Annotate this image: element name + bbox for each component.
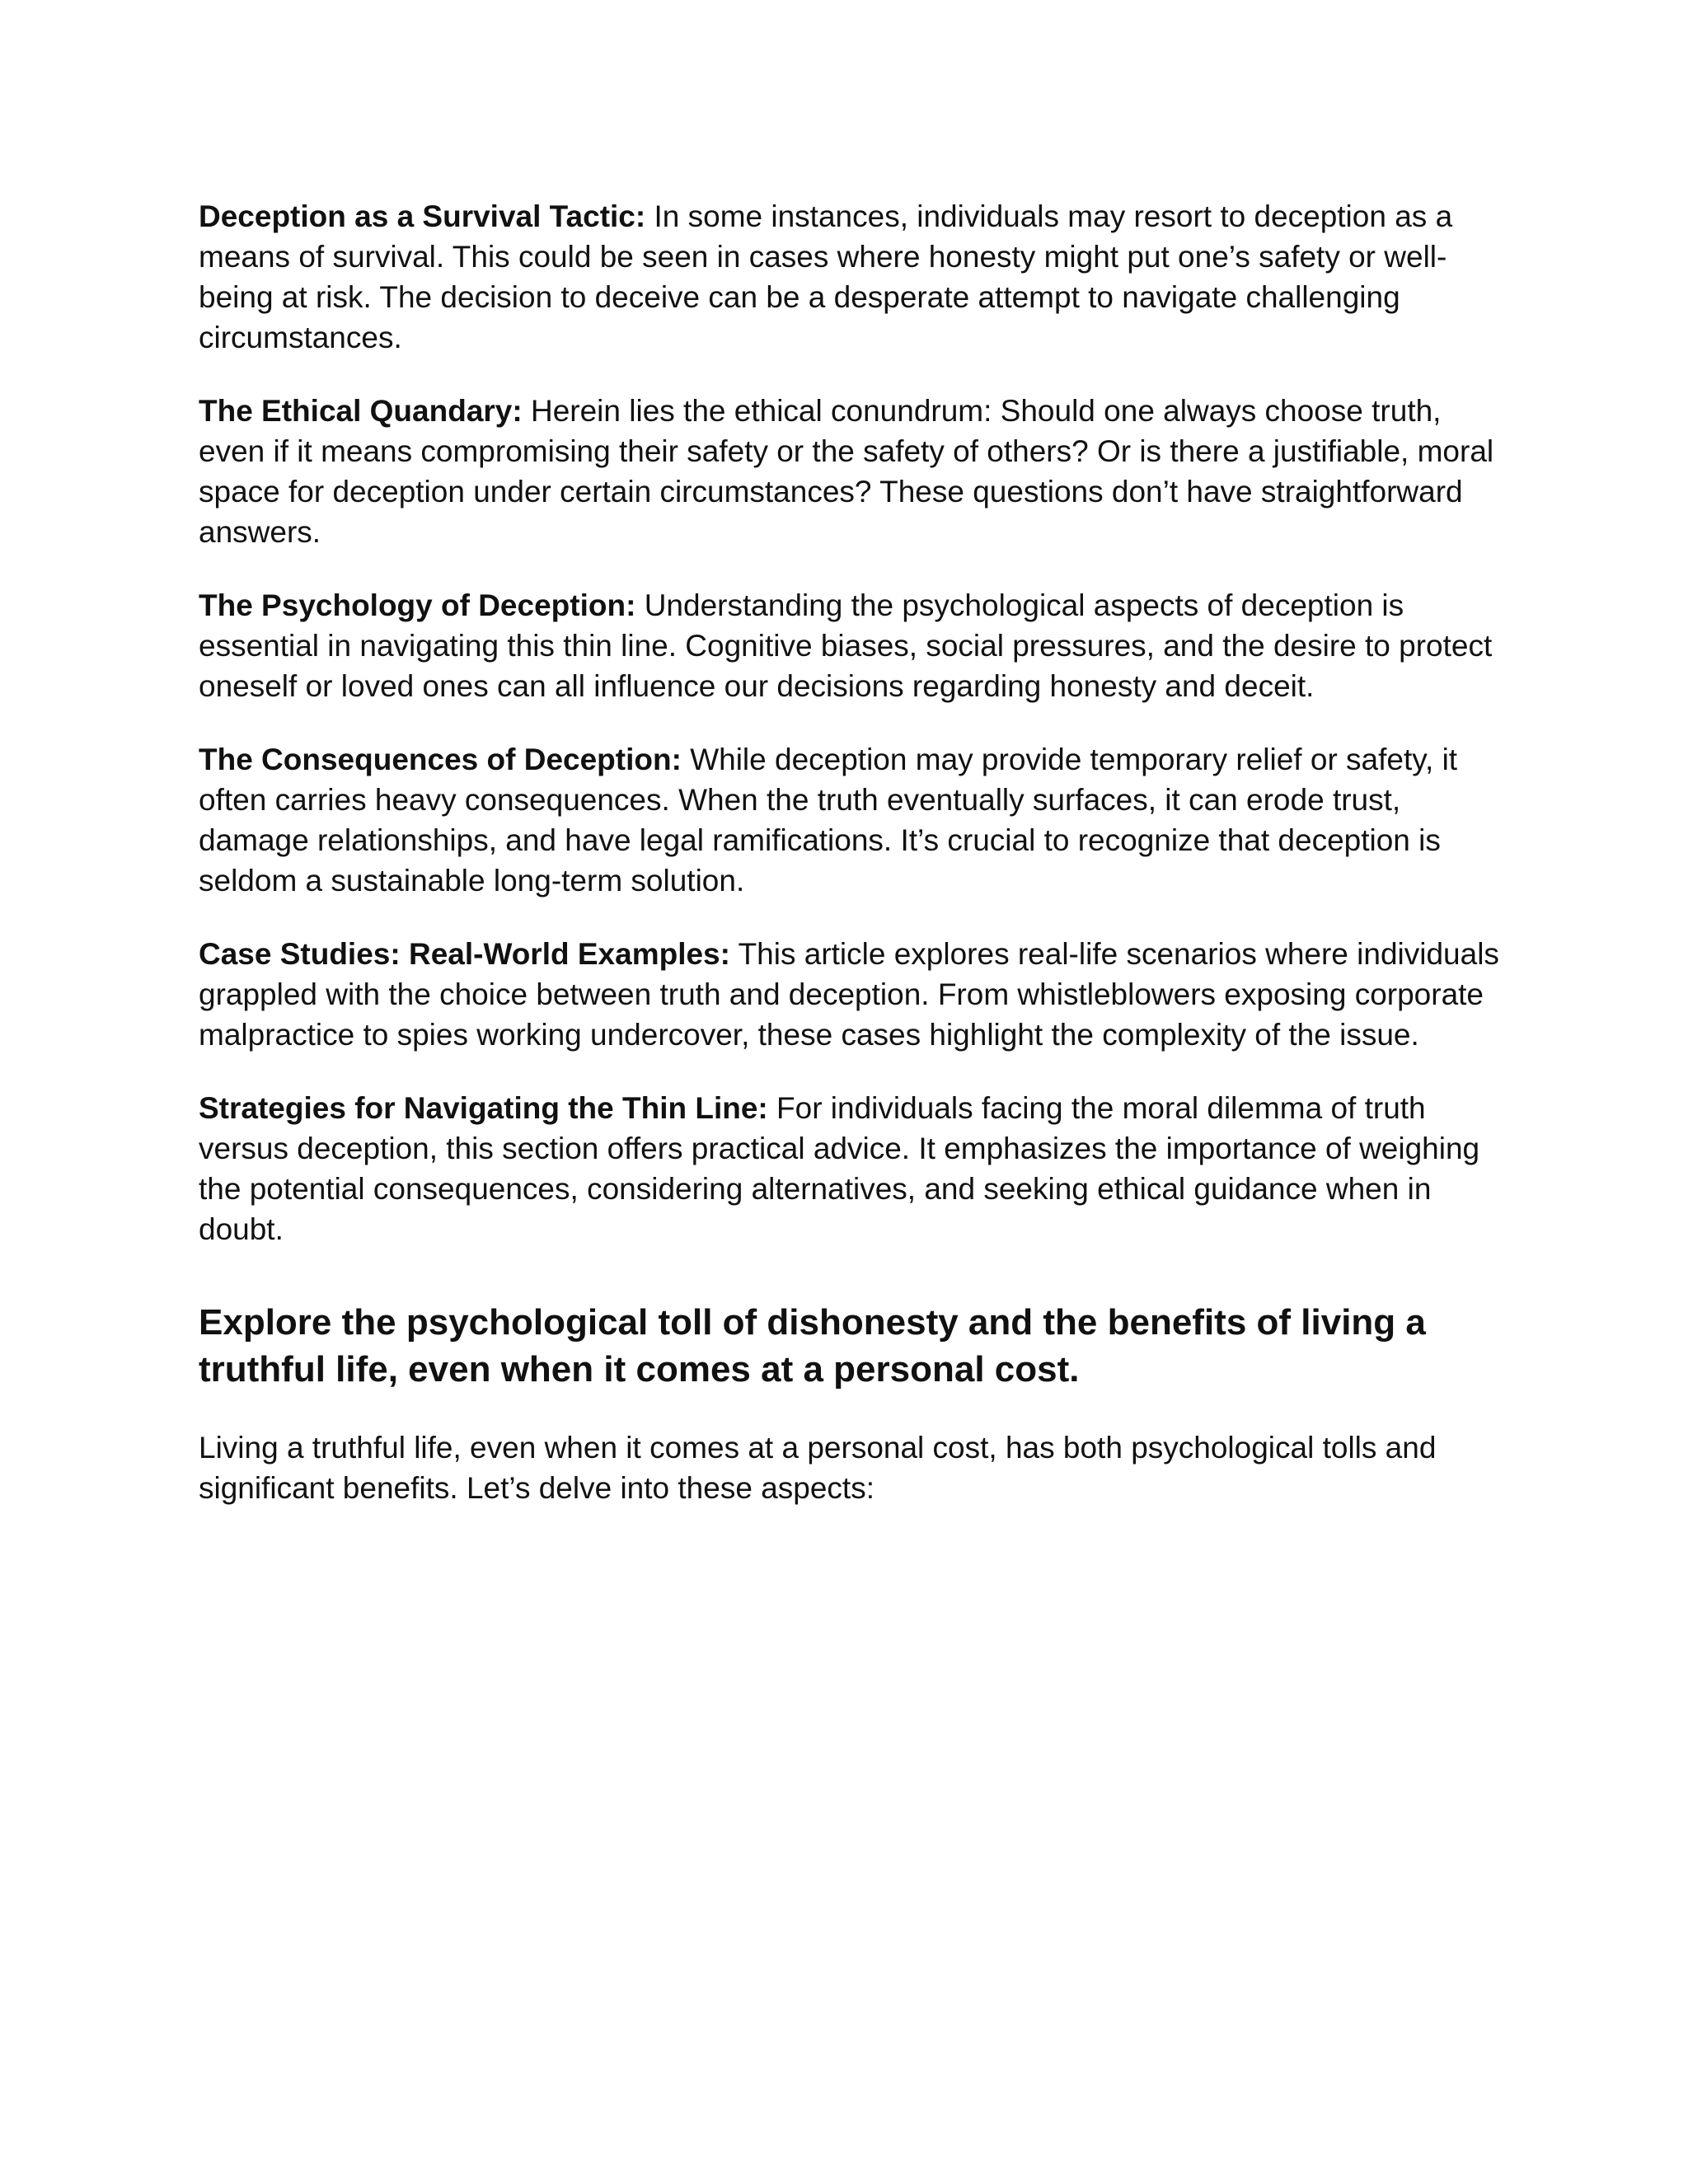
section-term: Case Studies: Real-World Examples: [199, 937, 730, 971]
section-term: Deception as a Survival Tactic: [199, 199, 646, 233]
intro-paragraph: Living a truthful life, even when it comes at a personal cost, has both psychological tolls and significant benefits. Let’s delve into these aspects: [199, 1431, 1437, 1505]
section-term: The Ethical Quandary: [199, 394, 523, 428]
document-body [199, 196, 1501, 1508]
section-psychology-of-deception [199, 585, 1501, 706]
section-text: While deception may provide temporary relief or safety, it often carries heavy consequences. When the truth eventually surfaces, it can erode trust, damage relationships, and have legal ramifications. It’s crucial to recognize that deception is seldom a sustainable long-term solution. [199, 743, 1458, 898]
section-text: For individuals facing the moral dilemma of truth versus deception, this section offers practical advice. It emphasizes the importance of weighing the potential consequences, considering alternatives, and seeking ethical guidance when in doubt. [199, 1091, 1480, 1246]
section-heading: Explore the psychological toll of dishonesty and the benefits of living a truthful life, even when it comes at a personal cost. [199, 1302, 1426, 1390]
section-term: The Consequences of Deception: [199, 743, 682, 776]
section-text: In some instances, individuals may resort to deception as a means of survival. This could be seen in cases where honesty might put one’s safety or well-being at risk. The decision to deceive can be a desperate attempt to navigate challenging circumstances. [199, 199, 1453, 354]
section-strategies [199, 1088, 1501, 1249]
section-case-studies [199, 934, 1501, 1055]
section-text: Understanding the psychological aspects of deception is essential in navigating this thin line. Cognitive biases, social pressures, and the desire to protect oneself or loved ones can all influence our decisions regarding honesty and deceit. [199, 588, 1493, 703]
section-text: Herein lies the ethical conundrum: Should one always choose truth, even if it means compromising their safety or the safety of others? Or is there a justifiable, moral space for deception under certain circumstances? These questions don’t have straightforward answers. [199, 394, 1494, 549]
section-consequences-of-deception [199, 739, 1501, 901]
section-term: Strategies for Navigating the Thin Line: [199, 1091, 768, 1125]
section-ethical-quandary [199, 391, 1501, 552]
section-survival-tactic [199, 196, 1501, 358]
section-text: This article explores real-life scenarios where individuals grappled with the choice between truth and deception. From whistleblowers exposing corporate malpractice to spies working undercover, these cases highlight the complexity of the issue. [199, 937, 1499, 1052]
section-term: The Psychology of Deception: [199, 588, 636, 622]
